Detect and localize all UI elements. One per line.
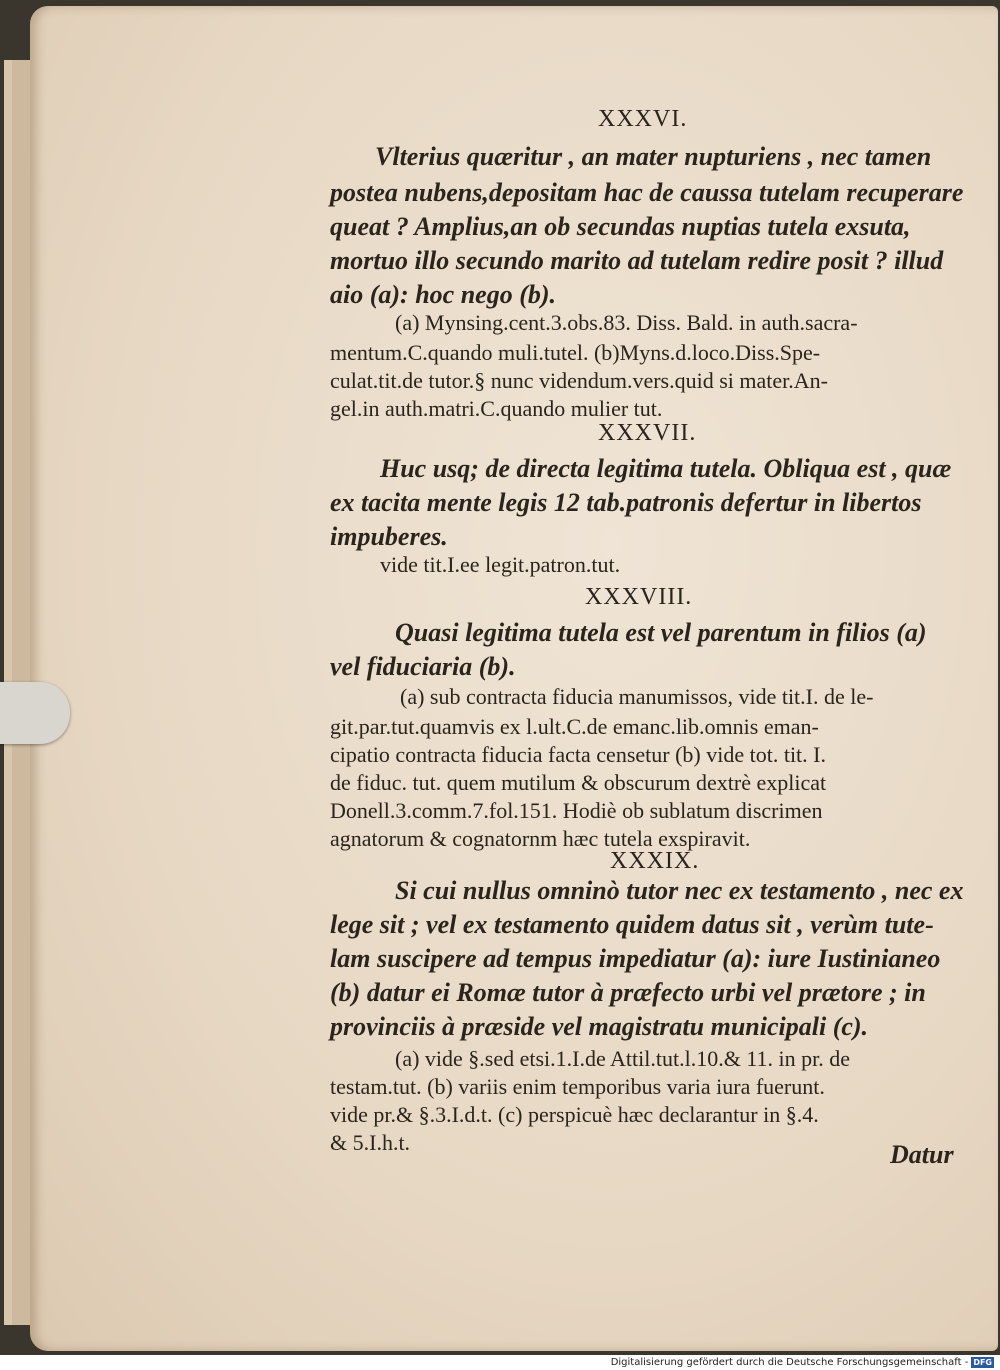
section-heading-38: XXXVIII. bbox=[585, 584, 693, 610]
text-line: impuberes. bbox=[330, 522, 448, 551]
digitization-footer bbox=[0, 1355, 1000, 1370]
footer-text: Digitalisierung gefördert durch die Deutsche Forschungsgemeinschaft - bbox=[610, 1357, 969, 1368]
text-line: lam suscipere ad tempus impediatur (a): iure Iustinianeo bbox=[330, 944, 941, 973]
note-line: (a) vide §.sed etsi.1.I.de Attil.tut.l.10.& 11. in pr. de bbox=[395, 1046, 851, 1071]
note-line: culat.tit.de tutor.§ nunc videndum.vers.quid si mater.An- bbox=[330, 368, 828, 393]
text-line: lege sit ; vel ex testamento quidem datus sit , verùm tute- bbox=[330, 910, 934, 939]
catchword: Datur bbox=[890, 1140, 954, 1169]
section-heading-37: XXXVII. bbox=[598, 420, 697, 446]
section-heading-36: XXXVI. bbox=[598, 106, 688, 132]
note-line: Donell.3.comm.7.fol.151. Hodiè ob sublatum discrimen bbox=[330, 798, 823, 823]
text-line: Quasi legitima tutela est vel parentum in filios (a) bbox=[395, 618, 927, 647]
text-line: Si cui nullus omninò tutor nec ex testamento , nec ex bbox=[395, 876, 964, 905]
note-line: vide pr.& §.3.I.d.t. (c) perspicuè hæc declarantur in §.4. bbox=[330, 1102, 819, 1127]
text-line: mortuo illo secundo marito ad tutelam redire posit ? illud bbox=[330, 246, 944, 275]
note-line: testam.tut. (b) variis enim temporibus varia iura fuerunt. bbox=[330, 1074, 825, 1099]
book-page bbox=[30, 6, 998, 1351]
note-line: cipatio contracta fiducia facta censetur (b) vide tot. tit. I. bbox=[330, 742, 826, 767]
text-line: provinciis à præside vel magistratu municipali (c). bbox=[330, 1012, 869, 1041]
note-line: gel.in auth.matri.C.quando mulier tut. bbox=[330, 396, 663, 421]
text-line: ex tacita mente legis 12 tab.patronis defertur in libertos bbox=[330, 488, 922, 517]
text-line: postea nubens,depositam hac de caussa tutelam recuperare bbox=[330, 178, 964, 207]
dfg-logo: DFG bbox=[973, 1358, 992, 1367]
note-line: (a) Mynsing.cent.3.obs.83. Diss. Bald. in auth.sacra- bbox=[395, 310, 858, 335]
text-line: aio (a): hoc nego (b). bbox=[330, 280, 557, 309]
page-clip bbox=[0, 682, 70, 744]
note-line: (a) sub contracta fiducia manumissos, vide tit.I. de le- bbox=[400, 684, 874, 709]
note-line: de fiduc. tut. quem mutilum & obscurum dextrè explicat bbox=[330, 770, 827, 795]
text-line: (b) datur ei Romæ tutor à præfecto urbi vel prætore ; in bbox=[330, 978, 926, 1007]
text-line: vel fiduciaria (b). bbox=[330, 652, 516, 681]
note-line: agnatorum & cognatornm hæc tutela exspiravit. bbox=[330, 826, 751, 851]
note-line: git.par.tut.quamvis ex l.ult.C.de emanc.lib.omnis eman- bbox=[330, 714, 819, 739]
note-line: vide tit.I.ee legit.patron.tut. bbox=[380, 552, 621, 577]
note-line: & 5.I.h.t. bbox=[330, 1130, 411, 1155]
note-line: mentum.C.quando muli.tutel. (b)Myns.d.loco.Diss.Spe- bbox=[330, 340, 821, 365]
text-line: Vlterius quæritur , an mater nupturiens , nec tamen bbox=[375, 142, 932, 171]
section-heading-39: XXXIX. bbox=[610, 848, 700, 874]
text-line: Huc usq; de directa legitima tutela. Obliqua est , quæ bbox=[380, 454, 952, 483]
text-line: queat ? Amplius,an ob secundas nuptias tutela exsuta, bbox=[330, 212, 911, 241]
